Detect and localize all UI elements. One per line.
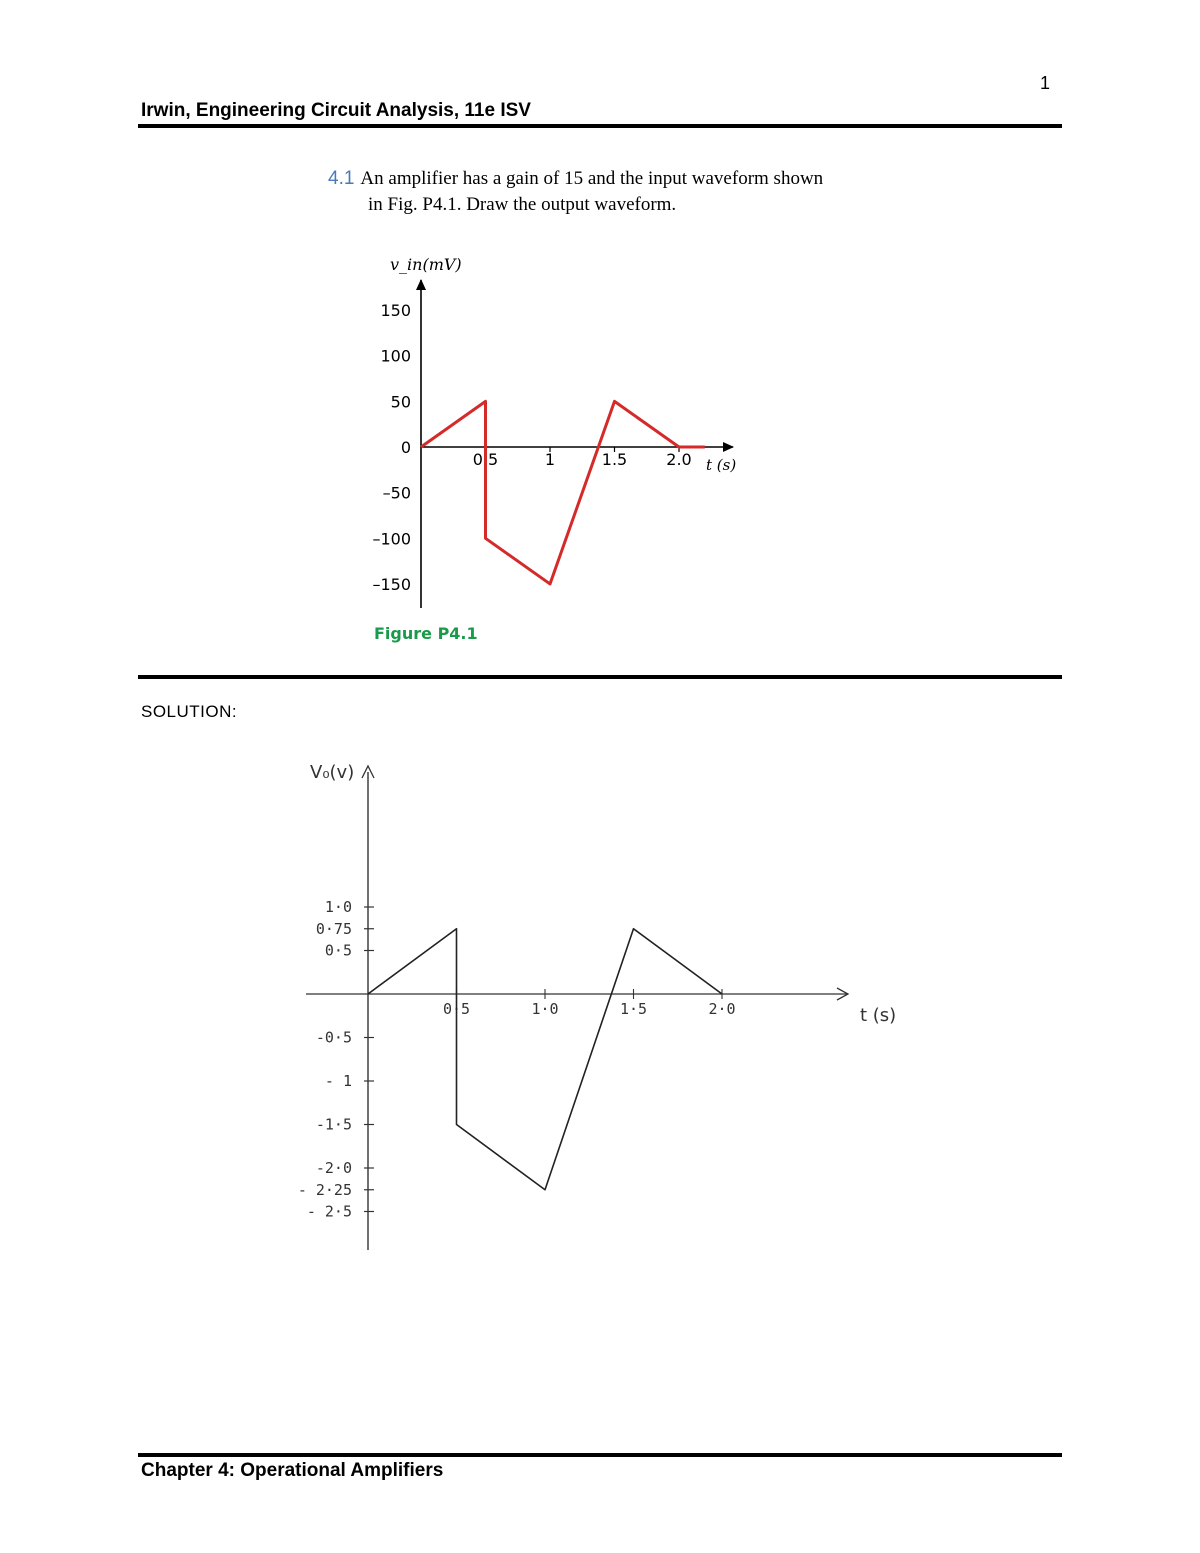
chart2-y-tick-label: 0·5	[324, 941, 352, 960]
chart2-x-tick-label: 0·5	[442, 1000, 471, 1018]
problem-text-line2: in Fig. P4.1. Draw the output waveform.	[368, 194, 677, 215]
chart1-y-tick-label: 150	[380, 301, 411, 321]
chart1-x-tick-label: 1	[544, 450, 556, 469]
chart1-x-tick-label: 1.5	[601, 450, 628, 469]
footer-title: Chapter 4: Operational Amplifiers	[141, 1460, 444, 1481]
output-waveform-chart	[298, 762, 896, 1250]
chart1-y-tick-label: 0	[400, 438, 411, 457]
problem-number: 4.1	[328, 168, 355, 189]
header-title: Irwin, Engineering Circuit Analysis, 11e ISV	[141, 100, 531, 121]
chart1-figure-label: Figure P4.1	[374, 624, 478, 643]
chart2-x-tick-label: 2·0	[708, 1000, 736, 1018]
solution-label: SOLUTION:	[141, 702, 238, 721]
chart2-y-tick-label: 0·75	[315, 919, 352, 938]
chart1-y-label: v_in(mV)	[390, 255, 462, 274]
chart2-y-tick-label: - 2·25	[297, 1180, 352, 1199]
chart2-x-label: t (s)	[860, 1005, 897, 1026]
chart2-y-tick-label: -2·0	[315, 1159, 352, 1177]
chart2-y-label: V₀(v)	[310, 762, 355, 783]
chart1-series-vin	[421, 401, 705, 584]
chart2-x-tick-label: 1·0	[531, 1000, 559, 1018]
chart1-x-tick-label: 0.5	[472, 450, 499, 469]
chart1-y-tick-label: –50	[382, 483, 411, 503]
chart1-x-tick-label: 2.0	[666, 450, 692, 469]
chart2-y-tick-label: -1·5	[315, 1115, 352, 1134]
chart1-y-tick-label: –100	[372, 529, 411, 549]
input-waveform-chart	[372, 255, 736, 643]
chart1-y-tick-label: –150	[372, 574, 411, 594]
chart1-x-label: t (s)	[706, 456, 737, 474]
chart2-y-tick-label: 1·0	[324, 898, 352, 916]
chart2-y-tick-label: - 1	[324, 1072, 352, 1090]
page-number: 1	[1040, 73, 1051, 93]
chart1-y-tick-label: 50	[390, 392, 411, 412]
chart1-y-tick-label: 100	[380, 346, 411, 366]
chart2-x-tick-label: 1·5	[619, 1000, 648, 1018]
chart2-y-tick-label: - 2·5	[306, 1202, 352, 1221]
problem-text-line1: An amplifier has a gain of 15 and the input waveform shown	[360, 168, 824, 189]
chart2-series-vo	[368, 929, 722, 1190]
chart2-y-tick-label: -0·5	[315, 1028, 352, 1047]
